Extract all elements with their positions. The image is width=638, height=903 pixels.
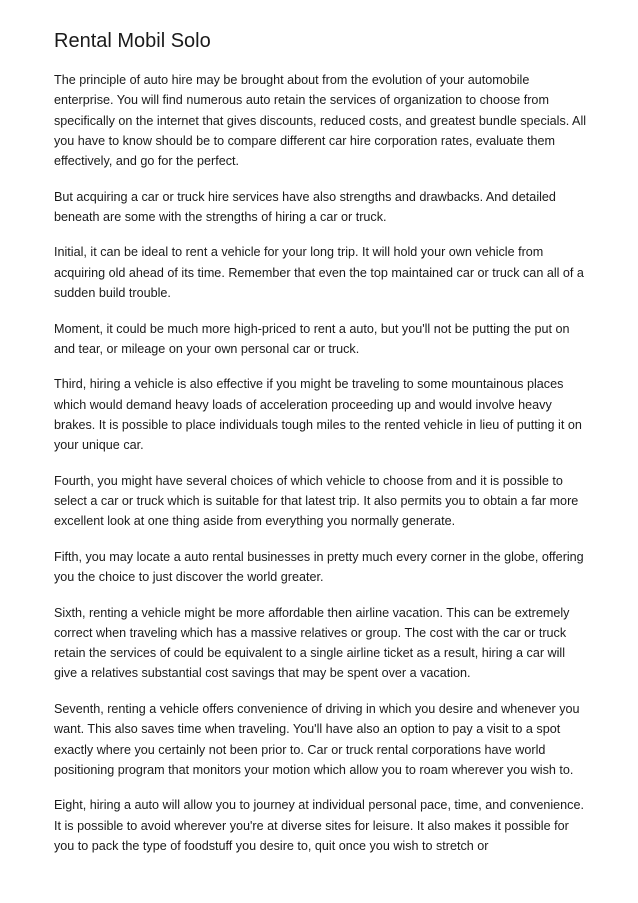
page-title: Rental Mobil Solo bbox=[54, 30, 211, 52]
paragraph-5: Third, hiring a vehicle is also effective if you might be traveling to some mountainous places which would demand heavy loads of acceleration proceeding up and would involve heavy brakes. It is possible to place individuals tough miles to the rented vehicle in lieu of putting it on your unique car. bbox=[54, 377, 582, 453]
paragraph-2: But acquiring a car or truck hire services have also strengths and drawbacks. And detailed beneath are some with the strengths of hiring a car or truck. bbox=[54, 189, 556, 224]
paragraph-4: Moment, it could be much more high-priced to rent a auto, but you'll not be putting the put on and tear, or mileage on your own personal car or truck. bbox=[54, 321, 570, 356]
paragraph-3: Initial, it can be ideal to rent a vehicle for your long trip. It will hold your own vehicle from acquiring old ahead of its time. Remember that even the top maintained car or truck can all of a sudden build trouble. bbox=[54, 245, 584, 301]
paragraph-10: Eight, hiring a auto will allow you to journey at individual personal pace, time, and convenience. It is possible to avoid wherever you're at diverse sites for leisure. It also makes it possible for you to pack the type of foodstuff you desire to, quit once you wish to stretch or bbox=[54, 798, 584, 853]
paragraph-1: The principle of auto hire may be brought about from the evolution of your automobile enterprise. You will find numerous auto retain the services of organization to choose from specifically on the internet that gives discounts, reduced costs, and greatest bundle specials. All you have to know should be to compare different car hire corporation rates, evaluate them effectively, and go for the perfect. bbox=[54, 73, 587, 169]
paragraph-6: Fourth, you might have several choices of which vehicle to choose from and it is possible to select a car or truck which is suitable for that latest trip. It also permits you to obtain a far more excellent look at one thing aside from everything you normally generate. bbox=[54, 473, 579, 529]
paragraph-9: Seventh, renting a vehicle offers convenience of driving in which you desire and whenever you want. This also saves time when traveling. You'll have also an option to pay a visit to a spot exactly where you certainly not been prior to. Car or truck rental corporations have world positioning program that monitors your motion which allow you to roam wherever you wish to. bbox=[54, 701, 580, 777]
document-body bbox=[54, 70, 589, 871]
paragraph-8: Sixth, renting a vehicle might be more affordable then airline vacation. This can be extremely correct when traveling which has a massive relatives or group. The cost with the car or truck retain the services of could be equivalent to a single airline ticket as a result, hiring a car will give a relatives substantial cost savings that may be spent over a vacation. bbox=[54, 605, 570, 681]
paragraph-7: Fifth, you may locate a auto rental businesses in pretty much every corner in the globe, offering you the choice to just discover the world greater. bbox=[54, 549, 584, 585]
